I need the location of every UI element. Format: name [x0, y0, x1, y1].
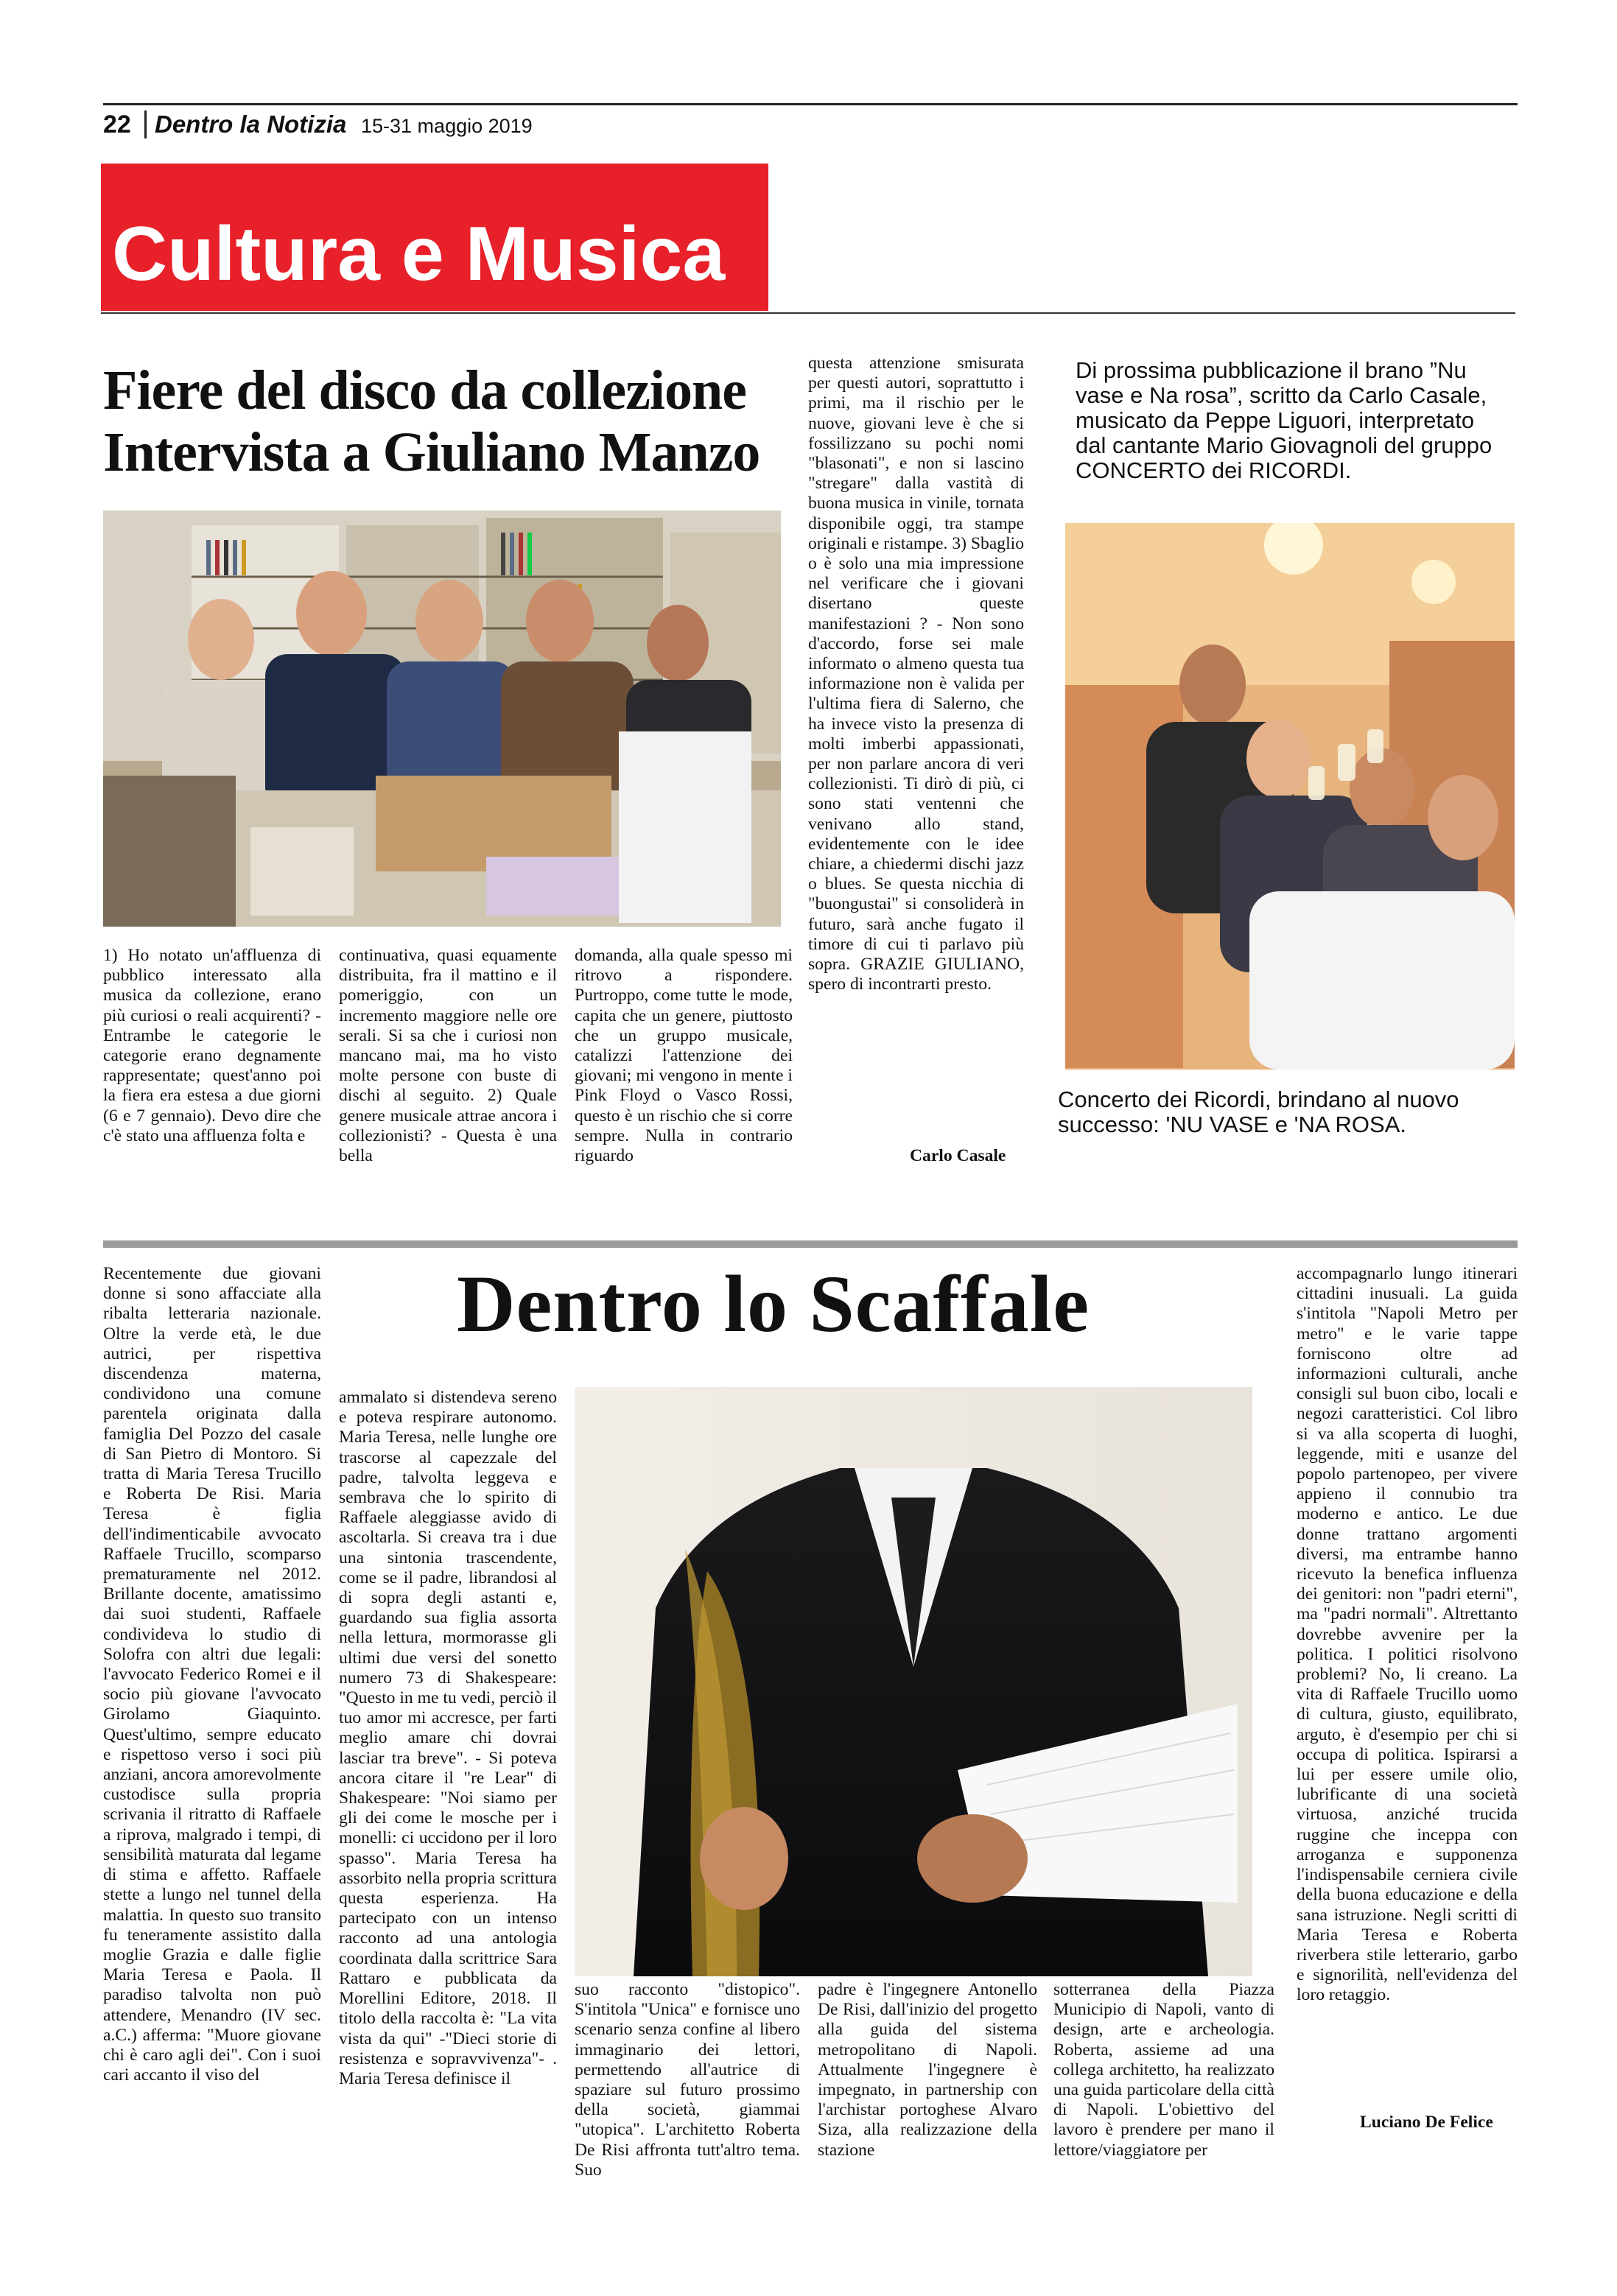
- article2-signature: Luciano De Felice: [1360, 2113, 1493, 2132]
- article1-column-3: domanda, alla quale spesso mi ritrovo a rispondere. Purtroppo, come tutte le mode, capita che un genere, piuttosto che un gruppo musicale, catalizzi l'attenzione dei giovani; mi vengono in mente i Pink Floyd o Vasco Rossi, questo è un rischio che si corre sempre. Nulla in contrario riguardo: [575, 946, 793, 1166]
- record-fair-photo: [103, 510, 781, 927]
- article2-column-6: accompagnarlo lungo itinerari cittadini inusuali. La guida s'intitola "Napoli Metro per metro" e le varie tappe forniscono oltre ad informazioni culturali, anche consigli sul buon cibo, locali e negozi caratteristici. Col libro si va alla scoperta di luoghi, leggende, miti e usanze del popolo partenopeo, per vivere appieno il connubio tra moderno e antico. Le due donne trattano argomenti diversi, ma entrambe hanno ricevuto la benefica influenza dei genitori: non "padri eterni", ma "padri normali". Altrettanto dovrebbe avvenire per la politica. I politici risolvono problemi? No, li creano. La vita di Raffaele Trucillo uomo di cultura, giusto, equilibrato, arguto, è d'esempio per chi si occupa di politica. Ispirarsi a lui per essere umile olio, lubrificante di una società virtuosa, anziché trucida ruggine che inceppa con arroganza e supponenza l'indispensabile cerniera civile della buona educazione e della sana istruzione. Negli scritti di Maria Teresa e Roberta riverbera stile letterario, garbo e signorilità, nell'evidenza del loro retaggio.: [1297, 1264, 1518, 2005]
- photo-caption: Concerto dei Ricordi, brindano al nuovo successo: 'NU VASE e 'NA ROSA.: [1058, 1086, 1459, 1137]
- article-title: [103, 359, 760, 483]
- article-title-line2: Intervista a Giuliano Manzo: [103, 421, 760, 483]
- article2-column-3: suo racconto "distopico". S'intitola "Unica" e fornisce uno scenario senza confine al libero immaginario dei lettori, permettendo all'autrice di spaziare sul futuro prossimo della società, giammai "utopica". L'architetto Roberta De Risi affronta tutt'altro tema. Suo: [575, 1980, 800, 2180]
- article2-column-1: Recentemente due giovani donne si sono affacciate alla ribalta letteraria nazionale. Oltre la verde età, le due autrici, per rispettiva discendenza materna, condividono una comune parentela originata dalla famiglia Del Pozzo del casale di San Pietro di Montoro. Si tratta di Maria Teresa Trucillo e Roberta De Risi. Maria Teresa è figlia dell'indimenticabile avvocato Raffaele Trucillo, scomparso prematuramente nel 2012. Brillante docente, amatissimo dai suoi studenti, Raffaele condivideva lo studio di Solofra con altri due legali: l'avvocato Federico Romei e il socio più giovane l'avvocato Girolamo Giaquinto. Quest'ultimo, sempre educato e rispettoso verso i soci più anziani, ancora amorevolmente custodisce sulla propria scrivania il ritratto di Raffaele a riprova, malgrado i tempi, di sensibilità maturata dal legame di stima e affetto. Raffaele stette a lungo nel tunnel della malattia. In questo suo transito fu teneramente assistito dalla moglie Grazia e dalle figlie Maria Teresa e Paola. Il paradiso talvolta non può attendere, Menandro (IV sec. a.C.) afferma: "Muore giovane chi è caro agli dei". Con i suoi cari accanto il viso del: [103, 1264, 321, 2085]
- page-number: 22: [103, 110, 131, 138]
- article1-column-1: 1) Ho notato un'affluenza di pubblico interessato alla musica da collezione, erano più curiosi o reali acquirenti? - Entrambe le categorie le categorie erano degnamente rappresentate; quest'anno poi la fiera era estesa a due giorni (6 e 7 gennaio). Devo dire che c'è stato una affluenza folta e: [103, 946, 321, 1145]
- record-fair-photo-image: [103, 510, 781, 927]
- lawyer-photo: [575, 1387, 1252, 1976]
- lawyer-photo-image: [575, 1387, 1252, 1976]
- article2-column-4: padre è l'ingegnere Antonello De Risi, dall'inizio del progetto alla guida del sistema metropolitano di Napoli. Attualmente l'ingegnere è impegnato, in partnership con l'archistar portoghese Alvaro Siza, alla realizzazione della stazione: [818, 1980, 1037, 2160]
- article1-column-4: questa attenzione smisurata per questi autori, soprattutto i primi, ma il rischio per le nuove, giovani leve è che si fossilizzano su pochi nomi "blasonati", e non si lascino "stregare" dalla vastità di buona musica in vinile, tornata disponibile oggi, tra stampe originali e ristampe. 3) Sbaglio o è solo una mia impressione nel verificare che i giovani disertano queste manifestazioni ? - Non sono d'accordo, forse sei male informato o almeno questa tua informazione non è valida per l'ultima fiera di Salerno, che ha invece visto la presenza di molti imberbi appassionati, per non parlare ancora di veri collezionisti. Ti dirò di più, ci sono stati ventenni che venivano allo stand, evidentemente con le idee chiare, a chiedermi dischi jazz o blues. Se questa nicchia di "buongustai" si consoliderà in futuro, sarà anche fugato il timore di cui ti parlavo più sopra. GRAZIE GIULIANO, spero di incontrarti presto.: [808, 354, 1024, 994]
- band-toast-photo: [1065, 523, 1515, 1070]
- article1-signature: Carlo Casale: [910, 1146, 1006, 1165]
- article-title-line1: Fiere del disco da collezione: [103, 359, 746, 421]
- band-toast-photo-image: [1065, 523, 1515, 1070]
- article2-column-5: sotterranea della Piazza Municipio di Napoli, vanto di design, arte e archeologia. Roberta, assieme ad una collega architetto, ha realizzato una guida particolare della città di Napoli. L'obiettivo del lavoro è prendere per mano il lettore/viaggiatore per: [1053, 1980, 1274, 2160]
- section-rule: [101, 312, 1515, 314]
- section-title: Cultura e Musica: [112, 211, 726, 297]
- header-divider: [144, 110, 147, 138]
- issue-date: 15-31 maggio 2019: [361, 115, 533, 137]
- article2-column-2: ammalato si distendeva sereno e poteva respirare autonomo. Maria Teresa, nelle lunghe ore trascorse al capezzale del padre, talvolta leggeva e sembrava che lo spirito di Raffaele aleggiasse avido di ascoltarla. Si creava tra i due una sintonia trascendente, come se il padre, librandosi al di sopra degli astanti e, guardando sua figlia assorta nella lettura, mormorasse gli ultimi due versi del sonetto numero 73 di Shakespeare: "Questo in me tu vedi, perciò il tuo amor mi accresce, per farti meglio amare chi dovrai lasciar tra breve". - Si poteva ancora citare il "re Lear" di Shakespeare: "Noi siamo per gli dei come le mosche per i monelli: ci uccidono per il loro spasso". Maria Teresa ha assorbito nella propria scrittura questa esperienza. Ha partecipato con un intenso racconto ad una antologia coordinata dalla scrittrice Sara Rattaro e pubblicata da Morellini Editore, 2018. Il titolo della raccolta è: "La vita vista da qui" -"Dieci storie di resistenza e sopravvivenza"- . Maria Teresa definisce il: [339, 1388, 557, 2088]
- column-title: Dentro lo Scaffale: [457, 1259, 1090, 1349]
- song-announcement: Di prossima pubblicazione il brano ”Nu vase e Na rosa”, scritto da Carlo Casale, musicato da Peppe Liguori, interpretato dal cantante Mario Giovagnoli del gruppo CONCERTO dei RICORDI.: [1076, 357, 1493, 483]
- article1-column-2: continuativa, quasi equamente distribuita, fra il mattino e il pomeriggio, con un incremento maggiore nelle ore serali. Si sa che i curiosi non mancano mai, ma ho visto molte persone con buste di dischi al seguito. 2) Quale genere musicale attrae ancora i collezionisti? - Questa è una bella: [339, 946, 557, 1166]
- section-divider: [103, 1240, 1518, 1248]
- publication-name: Dentro la Notizia: [155, 110, 347, 138]
